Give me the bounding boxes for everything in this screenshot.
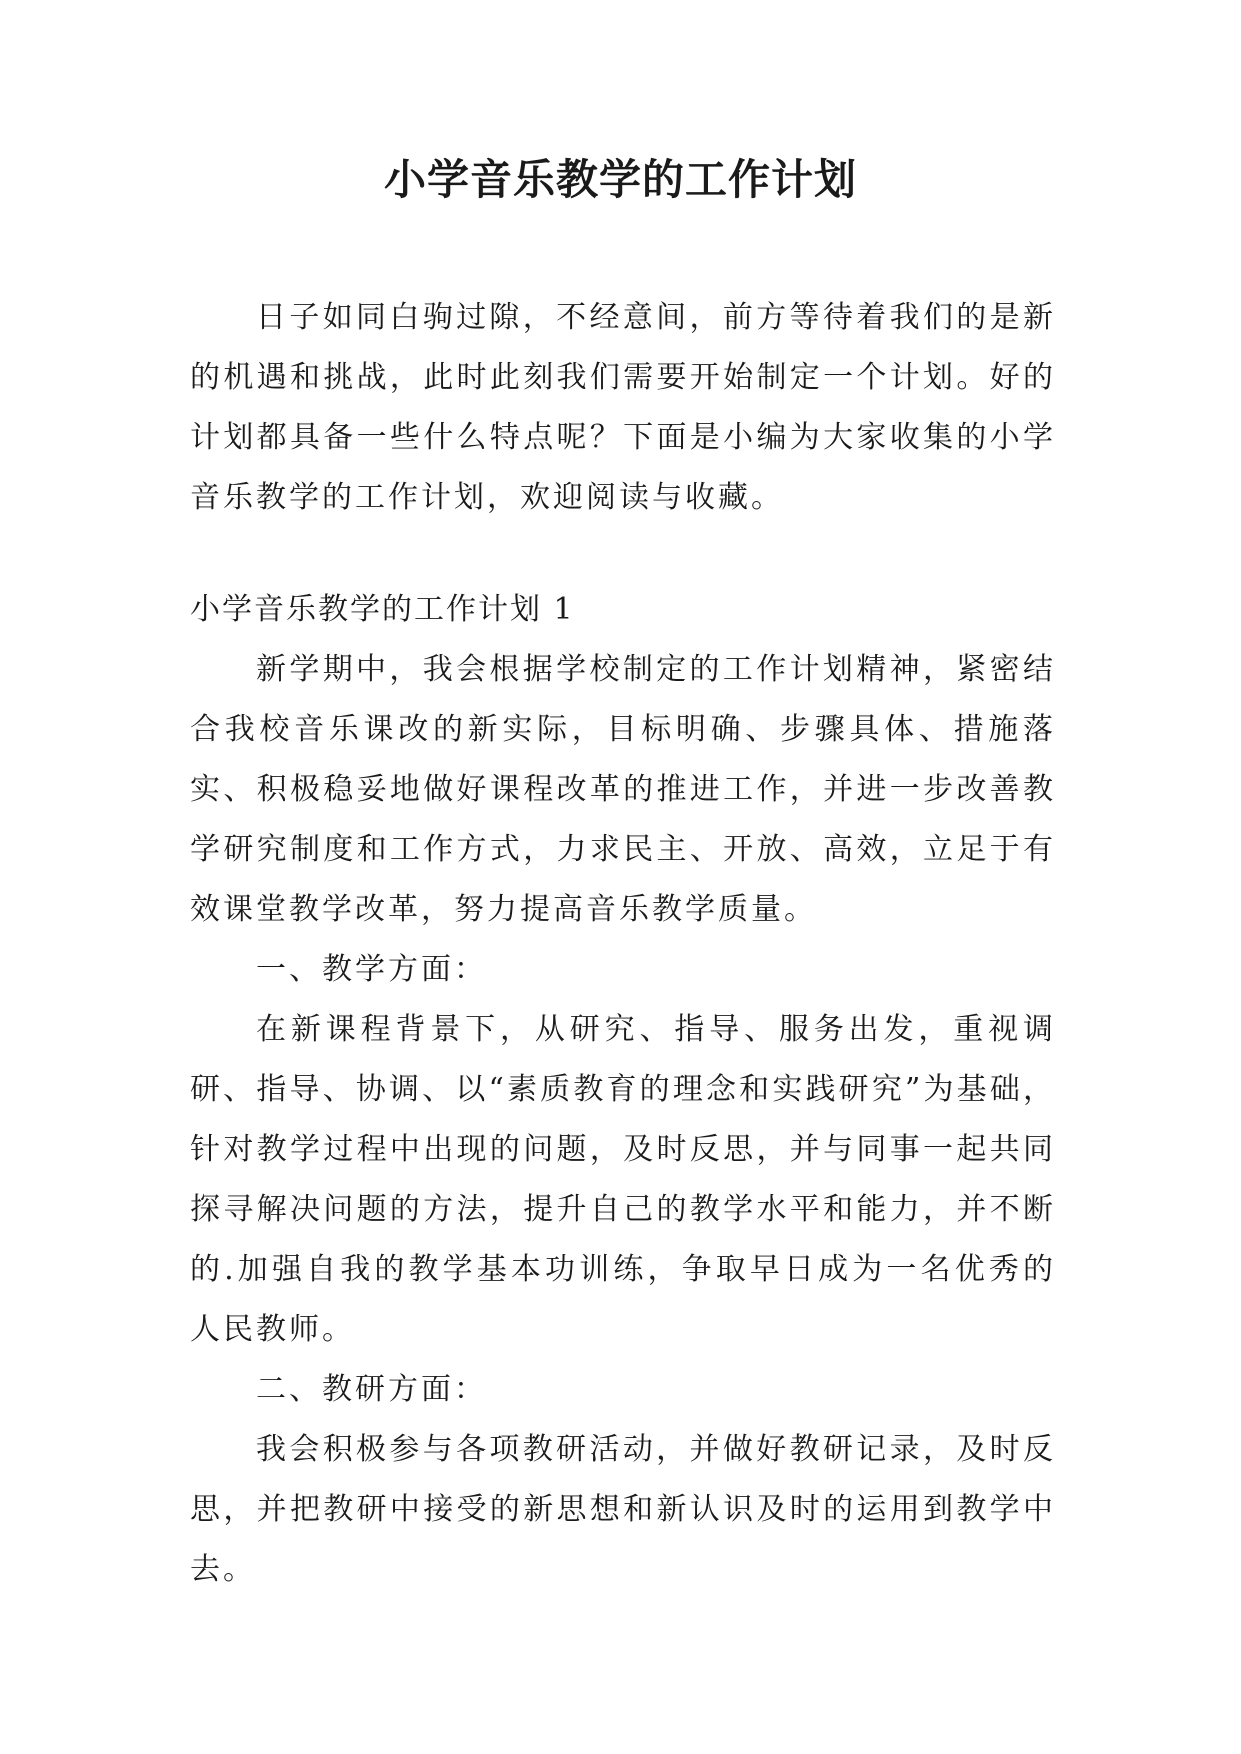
body-paragraph: 在新课程背景下，从研究、指导、服务出发，重视调研、指导、协调、以“素质教育的理念和实践研究”为基础，针对教学过程中出现的问题，及时反思，并与同事一起共同探寻解决问题的方法，提升自己的教学水平和能力，并不断的.加强自我的教学基本功训练，争取早日成为一名优秀的人民教师。 [190, 1012, 1056, 1347]
document-body [190, 288, 1056, 1600]
document-title: 小学音乐教学的工作计划 [383, 155, 857, 204]
body-paragraph: 我会积极参与各项教研活动，并做好教研记录，及时反思，并把教研中接受的新思想和新认识及时的运用到教学中去。 [190, 1432, 1056, 1587]
subheading-research: 二、教研方面： [256, 1372, 487, 1407]
intro-paragraph: 日子如同白驹过隙，不经意间，前方等待着我们的是新的机遇和挑战，此时此刻我们需要开始制定一个计划。好的计划都具备一些什么特点呢？下面是小编为大家收集的小学音乐教学的工作计划，欢迎阅读与收藏。 [190, 300, 1056, 515]
subheading-teaching: 一、教学方面： [256, 952, 487, 987]
section-heading: 小学音乐教学的工作计划 1 [190, 592, 575, 627]
body-paragraph: 新学期中，我会根据学校制定的工作计划精神，紧密结合我校音乐课改的新实际，目标明确、步骤具体、措施落实、积极稳妥地做好课程改革的推进工作，并进一步改善教学研究制度和工作方式，力求民主、开放、高效，立足于有效课堂教学改革，努力提高音乐教学质量。 [190, 652, 1056, 927]
